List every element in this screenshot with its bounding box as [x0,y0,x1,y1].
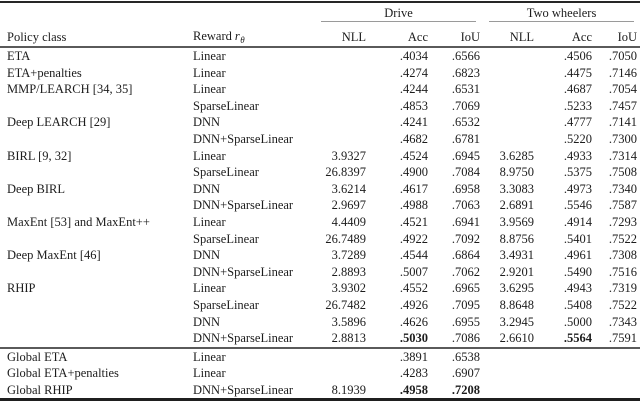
policy-cell [0,164,186,181]
tw-nll-cell [482,98,536,115]
main-results-body [0,47,640,348]
reward-cell: DNN+SparseLinear [193,382,294,397]
drive-iou-cell: .6907 [451,366,481,381]
reward-cell: DNN [193,181,221,196]
tw-iou-cell: .7343 [608,314,638,329]
reward-cell: DNN+SparseLinear [193,131,294,146]
reward-cell: Linear [193,214,226,229]
drive-iou-cell: .6781 [451,131,481,146]
tw-nll-cell: 8.8648 [499,297,535,312]
drive-acc-cell: .4922 [399,231,428,246]
tw-iou-cell [594,348,640,366]
reward-cell: SparseLinear [193,165,259,180]
table-row [0,81,640,98]
tw-nll-cell: 2.9201 [499,264,535,279]
two-wheelers-group-label: Two wheelers [489,3,634,22]
reward-cell: DNN+SparseLinear [193,198,294,213]
group-header-spacer [0,2,314,25]
policy-cell: ETA [7,49,31,63]
drive-iou-cell: .7069 [451,98,481,113]
reward-header [186,25,314,47]
reward-cell: Linear [193,148,226,163]
drive-iou-cell: .6531 [451,82,481,97]
drive-nll-cell: 26.8397 [325,165,366,180]
table-row [0,47,640,65]
policy-cell: Deep BIRL [7,181,65,196]
tw-acc-cell: .4914 [563,214,593,229]
policy-cell: Deep LEARCH [29] [7,115,111,130]
tw-nll-cell: 3.6295 [499,281,535,296]
group-header-two-wheelers [482,2,640,25]
reward-cell: Linear [193,65,226,80]
tw-acc-cell: .5220 [563,131,593,146]
table-row [0,148,640,165]
tw-acc-cell: .4777 [563,115,593,130]
global-results-body [0,348,640,400]
policy-cell: Global RHIP [7,382,73,397]
drive-acc-cell: .4274 [399,65,428,80]
tw-nll-cell: 3.3083 [499,181,535,196]
table-row [0,280,640,297]
tw-acc-cell: .4475 [563,65,593,80]
tw-iou-cell: .7516 [608,264,638,279]
table-row [0,114,640,131]
drive-nll-cell: 2.8813 [331,331,366,346]
tw-nll-cell [482,131,536,148]
tw-nll-header: NLL [509,30,535,45]
drive-nll-cell: 8.1939 [331,382,366,397]
tw-nll-cell: 3.6285 [499,148,535,163]
table-row [0,264,640,281]
tw-iou-cell: .7314 [608,148,638,163]
drive-iou-cell: .6965 [451,281,481,296]
tw-acc-cell: .4943 [563,281,593,296]
drive-nll-cell: 3.6214 [331,181,366,196]
drive-acc-cell: .4617 [399,181,428,196]
table-row [0,131,640,148]
drive-acc-cell: .4034 [399,49,428,63]
tw-acc-cell: .4687 [563,82,593,97]
tw-iou-cell: .7319 [608,281,638,296]
tw-nll-cell: 2.6610 [499,331,535,346]
drive-acc-cell: .4244 [399,82,428,97]
tw-nll-cell: 3.2945 [499,314,535,329]
tw-acc-cell: .4506 [563,49,593,63]
tw-iou-cell: .7308 [608,248,638,263]
tw-iou-cell: .7587 [608,198,638,213]
group-header-row [0,2,640,25]
drive-nll-cell: 26.7489 [325,231,366,246]
drive-group-label: Drive [321,3,476,22]
tw-iou-cell: .7293 [608,214,638,229]
drive-nll-cell: 4.4409 [331,214,366,229]
tw-iou-cell: .7146 [608,65,638,80]
tw-acc-cell: .5408 [563,297,593,312]
tw-acc-cell: .5546 [563,198,593,213]
drive-nll-cell [314,365,368,382]
tw-acc-cell: .5564 [563,331,593,346]
reward-cell: SparseLinear [193,231,259,246]
policy-cell [0,314,186,331]
policy-cell [0,330,186,348]
tw-iou-cell: .7300 [608,131,638,146]
drive-nll-cell: 26.7482 [325,297,366,312]
table-row [0,98,640,115]
drive-iou-cell: .7095 [451,297,481,312]
reward-cell: SparseLinear [193,297,259,312]
policy-cell: RHIP [7,281,36,296]
reward-header-label: Reward [193,29,232,44]
tw-iou-cell: .7508 [608,165,638,180]
tw-iou-cell [594,365,640,382]
tw-iou-header: IoU [617,30,638,45]
reward-cell: Linear [193,281,226,296]
drive-iou-cell: .7084 [451,165,481,180]
tw-iou-cell: .7141 [608,115,638,130]
policy-cell: MMP/LEARCH [34, 35] [7,82,133,97]
tw-nll-cell: 8.9750 [499,165,535,180]
table-row [0,231,640,248]
drive-nll-cell [314,47,368,65]
policy-cell [0,264,186,281]
drive-acc-cell: .5030 [399,331,428,346]
drive-acc-cell: .4241 [399,115,428,130]
policy-cell [0,98,186,115]
tw-iou-cell: .7457 [608,98,638,113]
policy-cell [0,297,186,314]
policy-cell: Global ETA+penalties [7,366,119,381]
reward-cell: Linear [193,82,226,97]
tw-nll-cell: 3.9569 [499,214,535,229]
drive-iou-header: IoU [460,30,481,45]
tw-nll-cell [482,65,536,82]
drive-iou-cell: .7086 [451,331,481,346]
tw-iou-cell [594,382,640,400]
tw-nll-cell [482,47,536,65]
drive-acc-cell: .4544 [399,248,428,263]
drive-acc-cell: .4900 [399,165,428,180]
drive-acc-cell: .3891 [368,348,430,366]
drive-iou-cell: .6538 [430,348,482,366]
reward-cell: Linear [193,366,226,381]
drive-nll-cell: 2.8893 [331,264,366,279]
drive-acc-cell: .4958 [399,382,428,397]
drive-iou-cell: .7208 [451,382,481,397]
drive-nll-cell [314,98,368,115]
drive-acc-cell: .4521 [399,214,428,229]
drive-acc-cell: .4283 [399,366,428,381]
tw-iou-cell: .7050 [608,49,638,63]
drive-iou-cell: .6941 [451,214,481,229]
tw-acc-cell: .5375 [563,165,593,180]
drive-iou-cell: .6958 [451,181,481,196]
tw-acc-cell [536,365,594,382]
drive-nll-cell [314,81,368,98]
policy-cell [0,231,186,248]
tw-acc-cell: .4933 [563,148,593,163]
reward-cell: DNN+SparseLinear [193,264,294,279]
drive-iou-cell: .6955 [451,314,481,329]
tw-iou-cell: .7522 [608,231,638,246]
reward-symbol: $r_\theta$ [234,29,245,46]
table-row [0,348,640,366]
drive-acc-cell: .4926 [399,297,428,312]
drive-nll-cell: 3.7289 [331,248,366,263]
policy-cell: ETA+penalties [7,65,82,80]
table-header [0,2,640,47]
tw-nll-cell: 3.4931 [499,248,535,263]
reward-cell: Linear [193,49,226,63]
tw-nll-cell [482,81,536,98]
policy-class-header: Policy class [7,30,67,45]
policy-cell: BIRL [9, 32] [7,148,72,163]
table-row [0,181,640,198]
tw-acc-cell: .4961 [563,248,593,263]
group-header-drive [314,2,482,25]
reward-cell: Linear [186,348,314,366]
drive-nll-cell: 3.5896 [331,314,366,329]
tw-nll-cell [482,114,536,131]
tw-acc-cell: .5401 [563,231,593,246]
table-row [0,382,640,400]
drive-iou-cell: .7063 [451,198,481,213]
tw-iou-cell: .7591 [608,331,638,346]
reward-cell: DNN [193,248,221,263]
drive-iou-cell: .6532 [451,115,481,130]
policy-cell: Deep MaxEnt [46] [7,248,101,263]
drive-acc-cell: .4853 [399,98,428,113]
reward-cell: DNN [193,115,221,130]
tw-nll-cell [482,382,536,400]
table-row [0,314,640,331]
table-row [0,247,640,264]
tw-acc-cell [536,382,594,400]
drive-acc-cell: .4988 [399,198,428,213]
reward-subscript: θ [240,35,245,46]
drive-acc-cell: .4524 [399,148,428,163]
tw-nll-cell: 8.8756 [499,231,535,246]
drive-nll-cell: 3.9302 [331,281,366,296]
drive-iou-cell: .6823 [451,65,481,80]
drive-iou-cell: .6566 [451,49,481,63]
tw-iou-cell: .7054 [608,82,638,97]
drive-acc-header: Acc [407,30,428,45]
reward-cell: DNN+SparseLinear [193,331,294,346]
table-row [0,214,640,231]
tw-nll-cell [482,348,536,366]
tw-iou-cell: .7340 [608,181,638,196]
drive-nll-cell [314,114,368,131]
reward-cell: SparseLinear [193,98,259,113]
table-row [0,297,640,314]
tw-acc-header: Acc [571,30,593,45]
drive-nll-cell: 3.9327 [331,148,366,163]
policy-cell: MaxEnt [53] and MaxEnt++ [7,214,150,229]
tw-nll-cell [482,365,536,382]
drive-nll-cell [314,348,368,366]
drive-nll-cell [314,131,368,148]
drive-nll-header: NLL [341,30,366,45]
table-row [0,65,640,82]
drive-acc-cell: .4682 [399,131,428,146]
tw-nll-cell: 2.6891 [499,198,535,213]
column-header-row [0,25,640,47]
table-row [0,365,640,382]
drive-acc-cell: .4626 [399,314,428,329]
tw-acc-cell [536,348,594,366]
drive-acc-cell: .4552 [399,281,428,296]
table-row [0,164,640,181]
drive-acc-cell: .5007 [399,264,428,279]
tw-acc-cell: .4973 [563,181,593,196]
policy-cell: Global ETA [0,348,186,366]
reward-cell: DNN [193,314,221,329]
drive-iou-cell: .6864 [451,248,481,263]
policy-cell [0,197,186,214]
tw-acc-cell: .5490 [563,264,593,279]
table-row [0,197,640,214]
drive-iou-cell: .7062 [451,264,481,279]
drive-iou-cell: .7092 [451,231,481,246]
drive-nll-cell: 2.9697 [331,198,366,213]
tw-acc-cell: .5233 [563,98,593,113]
tw-acc-cell: .5000 [563,314,593,329]
results-table [0,1,640,401]
policy-cell [0,131,186,148]
tw-iou-cell: .7522 [608,297,638,312]
table-row [0,330,640,348]
drive-nll-cell [314,65,368,82]
drive-iou-cell: .6945 [451,148,481,163]
